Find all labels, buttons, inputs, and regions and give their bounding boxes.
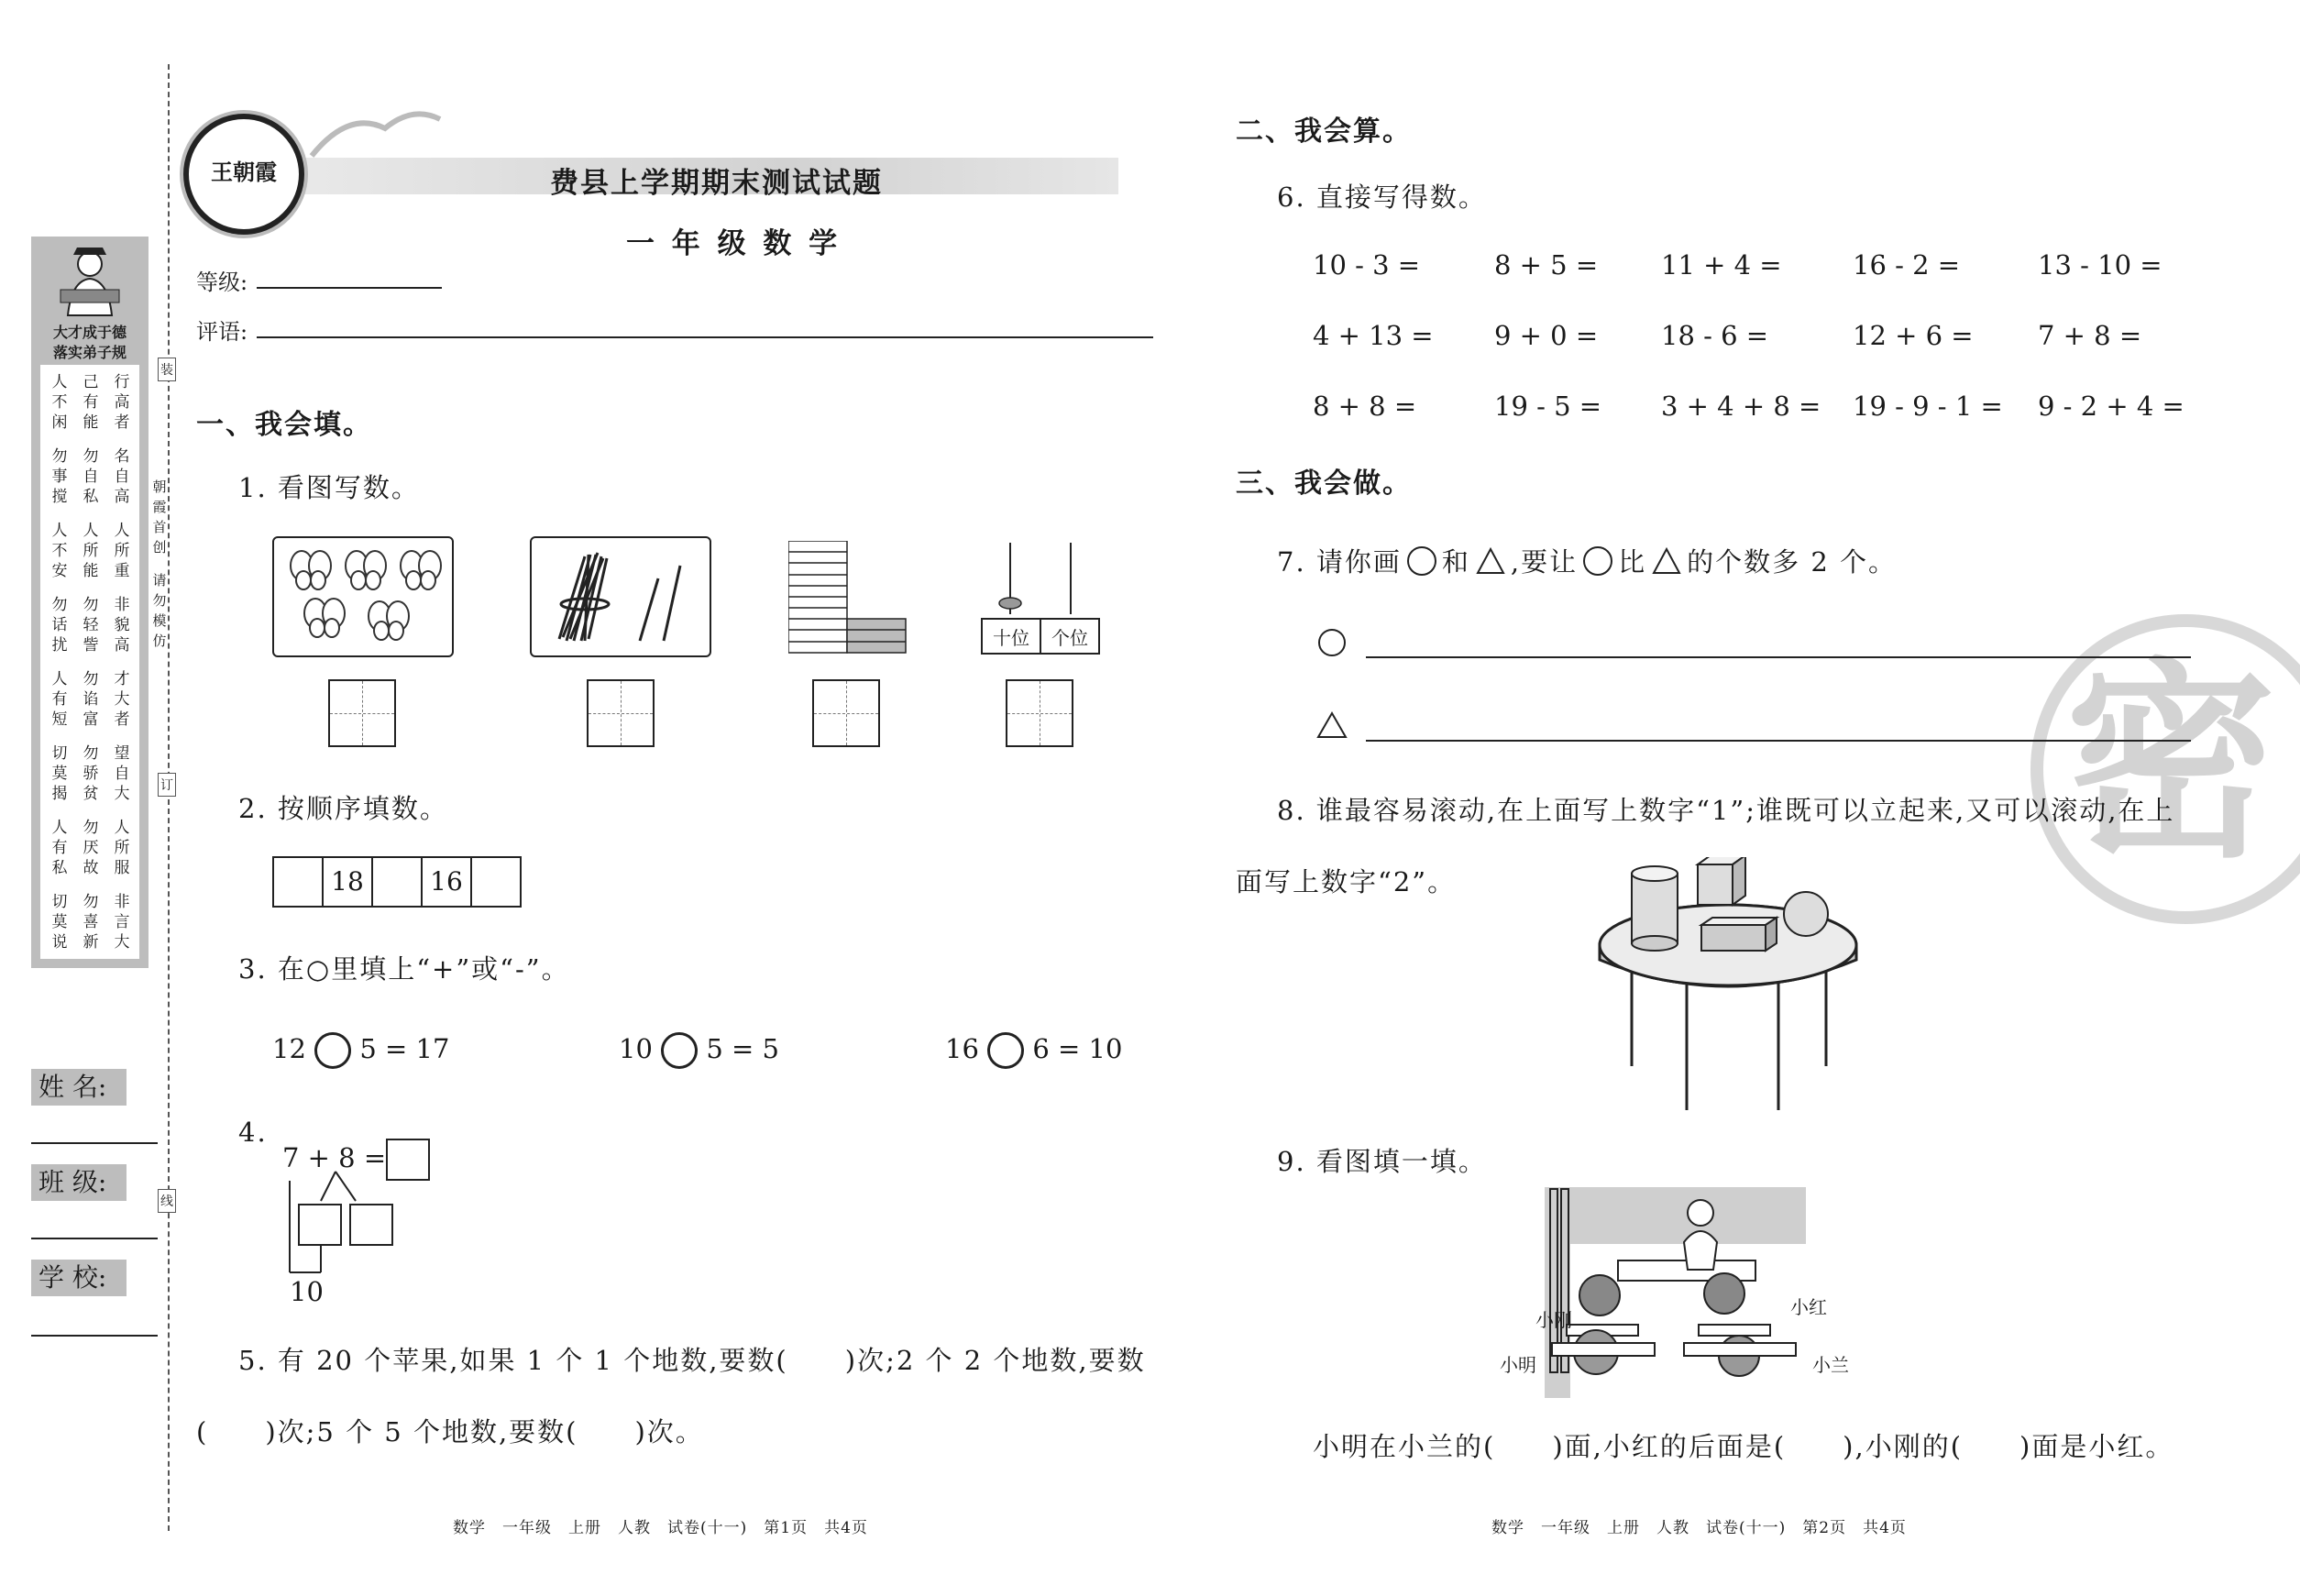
question-5-line-1: 5. 有 20 个苹果,如果 1 个 1 个地数,要数( )次;2 个 2 个地数,要数 — [238, 1345, 1146, 1376]
question-3: 3. 在○里填上“+”或“-”。 — [238, 953, 570, 985]
motto-col: 切莫说 — [51, 893, 68, 952]
question-7 — [1277, 542, 1897, 579]
calc-item[interactable]: 18 - 6 = — [1661, 320, 1769, 351]
label-xiaohong: 小红 — [1790, 1296, 1827, 1318]
school-field[interactable] — [31, 1335, 158, 1337]
motto-line-2: 落实弟子规 — [52, 344, 127, 361]
motto-col: 人有私 — [51, 819, 68, 877]
motto-col: 人所能 — [83, 522, 99, 580]
motto-col: 人所服 — [114, 819, 130, 877]
section-2-heading: 二、我会算。 — [1236, 116, 1412, 148]
triangle-icon — [1652, 547, 1681, 575]
logo-badge — [183, 114, 304, 235]
question-4: 4. — [238, 1117, 268, 1148]
motto-col: 人不闲 — [51, 373, 68, 432]
motto-col: 行高者 — [114, 373, 130, 432]
answer-box-1[interactable] — [328, 679, 396, 747]
block-stack-icon — [788, 541, 908, 655]
triangle-row-icon — [1316, 711, 1348, 739]
question-2: 2. 按顺序填数。 — [238, 793, 448, 824]
blocks-picture — [788, 541, 908, 655]
label-xiaolan: 小兰 — [1812, 1354, 1849, 1376]
q7-text-b: 和 — [1441, 546, 1470, 578]
calc-item[interactable]: 8 + 5 = — [1494, 249, 1599, 281]
comment-field[interactable] — [257, 336, 1153, 338]
motto-col: 己有能 — [83, 373, 99, 432]
abacus-icon — [981, 541, 1100, 614]
scholar-icon — [51, 244, 128, 317]
grade-label: 等级: — [196, 270, 248, 295]
sequence-cell[interactable] — [472, 858, 520, 906]
triangle-icon — [1476, 547, 1505, 575]
motto-col: 切莫揭 — [51, 744, 68, 803]
sequence-row — [272, 856, 522, 908]
operator-circle[interactable] — [314, 1032, 351, 1069]
exam-title: 费县上学期期末测试试题 — [550, 167, 883, 200]
class-field[interactable] — [31, 1238, 158, 1239]
answer-box-3[interactable] — [812, 679, 880, 747]
circle-icon — [1407, 546, 1436, 576]
sequence-cell: 16 — [423, 858, 472, 906]
circle-draw-line[interactable] — [1366, 656, 2191, 658]
classroom-picture — [1545, 1187, 1810, 1398]
tens-label: 十位 — [993, 627, 1029, 649]
butterflies-picture — [272, 536, 454, 657]
q4-expression: 7 + 8 = — [282, 1142, 387, 1173]
calc-item[interactable]: 19 - 5 = — [1494, 391, 1602, 422]
q4-ten: 10 — [290, 1276, 324, 1307]
motto-col: 勿厌故 — [83, 819, 99, 877]
calc-item[interactable]: 10 - 3 = — [1313, 249, 1421, 281]
motto-col: 勿谄富 — [83, 670, 99, 729]
circle-icon — [1583, 546, 1612, 576]
comment-label: 评语: — [196, 319, 248, 345]
motto-panel — [31, 237, 149, 968]
secret-stamp — [2030, 614, 2300, 924]
calc-item[interactable]: 9 + 0 = — [1494, 320, 1599, 351]
question-9: 9. 看图填一填。 — [1277, 1146, 1487, 1177]
butterfly-icons — [274, 538, 452, 655]
answer-box-2[interactable] — [587, 679, 655, 747]
motto-col: 名自高 — [114, 447, 130, 506]
question-8-line-2: 面写上数字“2”。 — [1236, 866, 1457, 897]
motto-col: 勿喜新 — [83, 893, 99, 952]
grade-field[interactable] — [257, 287, 442, 289]
side-note-1: 朝霞首创 — [152, 479, 167, 556]
abacus-base — [981, 618, 1100, 655]
sequence-cell[interactable] — [373, 858, 423, 906]
name-field[interactable] — [31, 1142, 158, 1144]
q7-text-d: 比 — [1618, 546, 1647, 578]
motto-col: 望自大 — [114, 744, 130, 803]
calc-item[interactable]: 13 - 10 = — [2038, 249, 2162, 281]
calc-item[interactable]: 8 + 8 = — [1313, 391, 1417, 422]
circle-row-icon — [1318, 629, 1346, 656]
calc-item[interactable]: 9 - 2 + 4 = — [2038, 391, 2184, 422]
motto-col: 勿事搅 — [51, 447, 68, 506]
motto-box — [40, 365, 139, 959]
q3-operand: 12 — [272, 1033, 306, 1064]
q3-item-2 — [619, 1032, 779, 1069]
motto-col: 非貌高 — [114, 596, 130, 655]
q4-split-box-1[interactable] — [298, 1204, 342, 1246]
motto-line-1: 大才成于德 — [52, 324, 127, 341]
calc-item[interactable]: 19 - 9 - 1 = — [1853, 391, 2003, 422]
subject-title: 一 年 级 数 学 — [626, 227, 842, 260]
operator-circle[interactable] — [987, 1032, 1024, 1069]
section-1-heading: 一、我会填。 — [196, 409, 372, 441]
section-3-heading: 三、我会做。 — [1236, 468, 1412, 500]
label-xiaoming: 小明 — [1500, 1354, 1536, 1376]
motto-col: 人所重 — [114, 522, 130, 580]
fold-mark-3: 线 — [158, 1189, 176, 1213]
ribbon-decoration — [303, 101, 449, 165]
calc-item[interactable]: 12 + 6 = — [1853, 320, 1974, 351]
question-1: 1. 看图写数。 — [238, 472, 420, 503]
triangle-draw-line[interactable] — [1366, 740, 2191, 742]
q3-item-1 — [272, 1032, 449, 1069]
question-8-line-1: 8. 谁最容易滚动,在上面写上数字“1”;谁既可以立起来,又可以滚动,在上 — [1277, 795, 2175, 826]
footer-right: 数学 一年级 上册 人教 试卷(十一) 第2页 共4页 — [1491, 1519, 1907, 1537]
q3-operand: 10 — [619, 1033, 653, 1064]
footer-left: 数学 一年级 上册 人教 试卷(十一) 第1页 共4页 — [453, 1519, 868, 1537]
binding-line — [168, 64, 170, 1531]
answer-box-4[interactable] — [1006, 679, 1073, 747]
stamp-char: 密 — [2065, 639, 2277, 886]
question-6: 6. 直接写得数。 — [1277, 182, 1487, 213]
q3-rest: 6 = 10 — [1032, 1033, 1123, 1064]
sticks-picture — [530, 536, 711, 657]
name-label: 姓 名: — [31, 1069, 127, 1106]
motto-col: 勿骄贫 — [83, 744, 99, 803]
q3-operand: 16 — [945, 1033, 979, 1064]
q4-split-box-2[interactable] — [349, 1204, 393, 1246]
school-label: 学 校: — [31, 1260, 127, 1296]
q7-text-c: ,要让 — [1510, 546, 1579, 578]
sequence-cell[interactable] — [274, 858, 324, 906]
motto-col: 勿话扰 — [51, 596, 68, 655]
q7-text-a: 7. 请你画 — [1277, 546, 1402, 578]
side-note-2: 请勿模仿 — [152, 572, 167, 649]
calc-item[interactable]: 4 + 13 = — [1313, 320, 1434, 351]
fold-mark-2: 订 — [158, 773, 176, 797]
question-9-answer: 小明在小兰的( )面,小红的后面是( ),小刚的( )面是小红。 — [1313, 1431, 2174, 1462]
fold-mark-1: 装 — [158, 358, 176, 381]
calc-item[interactable]: 11 + 4 = — [1661, 249, 1782, 281]
class-label: 班 级: — [31, 1164, 127, 1201]
calc-item[interactable]: 16 - 2 = — [1853, 249, 1961, 281]
motto-col: 勿轻訾 — [83, 596, 99, 655]
abacus-picture — [981, 541, 1100, 655]
motto-col: 才大者 — [114, 670, 130, 729]
operator-circle[interactable] — [661, 1032, 698, 1069]
q3-rest: 5 = 17 — [359, 1033, 450, 1064]
question-5-line-2: ( )次;5 个 5 个地数,要数( )次。 — [196, 1416, 704, 1447]
calc-item[interactable]: 3 + 4 + 8 = — [1661, 391, 1821, 422]
ones-label: 个位 — [1051, 627, 1088, 649]
q3-rest: 5 = 5 — [706, 1033, 779, 1064]
motto-col: 非言大 — [114, 893, 130, 952]
motto-col: 人不安 — [51, 522, 68, 580]
table-with-solids-picture — [1595, 857, 1861, 1114]
q3-item-3 — [945, 1032, 1122, 1069]
logo-text: 王朝霞 — [211, 159, 277, 185]
label-xiaogang: 小刚 — [1535, 1309, 1572, 1331]
motto-col: 人有短 — [51, 670, 68, 729]
motto-col: 勿自私 — [83, 447, 99, 506]
q4-result-box[interactable] — [386, 1139, 430, 1181]
q7-text-e: 的个数多 2 个。 — [1687, 546, 1898, 578]
stick-bundle-icon — [532, 538, 710, 655]
sequence-cell: 18 — [324, 858, 373, 906]
calc-item[interactable]: 7 + 8 = — [2038, 320, 2142, 351]
